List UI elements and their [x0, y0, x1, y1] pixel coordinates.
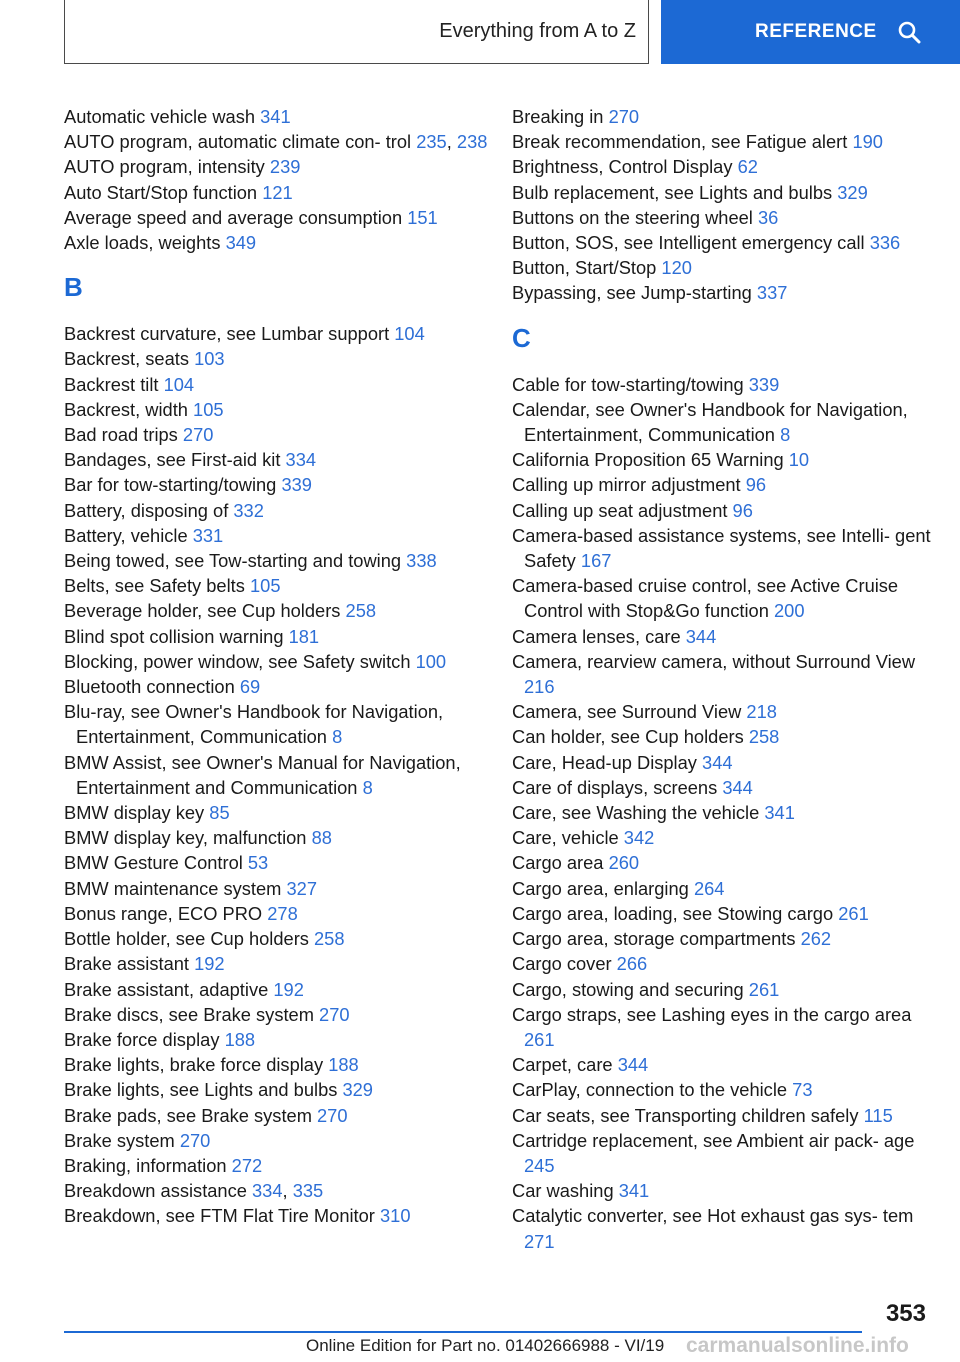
index-entry-text: AUTO program, intensity [64, 156, 265, 178]
index-entry [512, 205, 932, 230]
index-entry [512, 573, 932, 623]
index-entry-text: Cartridge replacement, see Ambient air pack- age [512, 1129, 915, 1151]
page-reference-link[interactable]: 278 [267, 902, 298, 924]
page-reference-link[interactable]: 270 [319, 1003, 350, 1025]
page-reference-link[interactable]: 329 [837, 181, 868, 203]
page-reference-link[interactable]: 336 [869, 232, 901, 254]
index-entry-text: Beverage holder, see Cup holders [64, 600, 341, 622]
page-reference-link[interactable]: 167 [580, 550, 612, 572]
index-entry-text: Bottle holder, see Cup holders [64, 928, 309, 950]
page-reference-link[interactable]: 310 [379, 1205, 411, 1227]
index-entry-text: BMW maintenance system [64, 877, 282, 899]
index-entry [64, 649, 494, 674]
page-reference-link[interactable]: 104 [394, 323, 425, 345]
index-entry-text: Brake force display [64, 1028, 220, 1050]
index-entry-text: Breakdown, see FTM Flat Tire Monitor [64, 1205, 375, 1227]
index-entry-text: Breakdown assistance [64, 1180, 247, 1202]
index-entry-text: CarPlay, connection to the vehicle [512, 1079, 788, 1101]
index-entry [64, 951, 494, 976]
page-reference-link[interactable]: 339 [281, 474, 312, 496]
page-reference-link[interactable]: 334 [285, 449, 317, 471]
index-entry-text: California Proposition 65 Warning [512, 449, 784, 471]
page-reference-link[interactable]: 260 [608, 852, 640, 874]
index-entry-text: Can holder, see Cup holders [512, 726, 744, 748]
page-reference-link[interactable]: 103 [194, 348, 225, 370]
page-reference-link[interactable]: 181 [288, 625, 320, 647]
index-entry-text: Brightness, Control Display [512, 156, 733, 178]
index-entry [512, 951, 932, 976]
page-reference-link[interactable]: 261 [524, 1028, 555, 1050]
index-entry-text: Braking, information [64, 1154, 227, 1176]
index-entry [512, 523, 932, 573]
index-entry-text: Button, SOS, see Intelligent emergency call [512, 232, 865, 254]
index-entry-text: Carpet, care [512, 1054, 613, 1076]
page-reference-link[interactable]: 261 [748, 978, 780, 1000]
index-letter-heading: C [512, 322, 531, 353]
index-entry [64, 1052, 494, 1077]
index-entry [512, 1128, 932, 1178]
page-reference-link[interactable]: 151 [407, 206, 438, 228]
index-entry [512, 129, 932, 154]
index-entry [512, 1178, 932, 1203]
index-entry [64, 1077, 494, 1102]
index-entry-text: Cargo, stowing and securing [512, 978, 744, 1000]
index-entry [64, 1203, 494, 1228]
index-entry-text: Auto Start/Stop function [64, 181, 258, 203]
index-entry [512, 1103, 932, 1128]
page-reference-link[interactable]: 264 [693, 877, 725, 899]
index-entry-text: Belts, see Safety belts [64, 575, 245, 597]
index-entry [64, 321, 494, 346]
index-entry: AUTO program, automatic climate con- trol 235, 238 [64, 131, 488, 153]
index-entry-text: Camera lenses, care [512, 625, 681, 647]
page-reference-link[interactable]: 100 [415, 650, 447, 672]
index-entry-text: Camera, see Surround View [512, 701, 742, 723]
page-reference-link[interactable]: 96 [745, 474, 767, 496]
page-reference-link[interactable]: 332 [233, 499, 264, 521]
index-entry-text: Backrest curvature, see Lumbar support [64, 323, 390, 345]
index-entry [512, 624, 932, 649]
page-reference-link[interactable]: 341 [764, 802, 795, 824]
index-entry [512, 1052, 932, 1077]
index-entry-text: Average speed and average consumption [64, 206, 403, 228]
page-reference-link[interactable]: 344 [685, 625, 717, 647]
page-reference-link[interactable]: 329 [342, 1079, 373, 1101]
page-reference-link[interactable]: 342 [623, 827, 655, 849]
page-reference-link[interactable]: 188 [328, 1054, 359, 1076]
index-entry [64, 498, 494, 523]
index-entry-text: Bulb replacement, see Lights and bulbs [512, 181, 833, 203]
index-entry [64, 1153, 494, 1178]
index-entry-text: Brake assistant [64, 953, 189, 975]
index-entry [512, 1002, 932, 1052]
index-entry [512, 825, 932, 850]
page-reference-link[interactable]: 270 [317, 1104, 348, 1126]
index-entry [64, 346, 494, 371]
page-reference-link[interactable]: 216 [524, 676, 555, 698]
section-title: Everything from A to Z [439, 20, 636, 42]
index-entry [512, 1077, 932, 1102]
index-entry-text: Cargo area, enlarging [512, 877, 689, 899]
index-entry [64, 850, 494, 875]
index-entry [64, 800, 494, 825]
index-entry-text: Care, vehicle [512, 827, 619, 849]
watermark: carmanualsonline.info [686, 1334, 909, 1357]
index-entry-text: Calling up mirror adjustment [512, 474, 741, 496]
index-entry-text: BMW Assist, see Owner's Manual for Navigation, Entertainment and Communication [64, 751, 461, 798]
page-reference-link[interactable]: 349 [225, 232, 257, 254]
page-reference-link[interactable]: 341 [618, 1180, 650, 1202]
index-entry-text: Catalytic converter, see Hot exhaust gas sys- tem [512, 1205, 914, 1227]
index-entry [64, 624, 494, 649]
index-entry-text: Breaking in [512, 106, 604, 127]
page-reference-link[interactable]: 218 [746, 701, 777, 723]
index-entry [512, 104, 932, 129]
index-entry-text: Brake discs, see Brake system [64, 1003, 314, 1025]
index-entry-text: Camera-based assistance systems, see Intelli- gent Safety [512, 524, 931, 572]
page-reference-link[interactable]: 262 [800, 928, 832, 950]
page-reference-link[interactable]: 8 [362, 776, 373, 798]
page-reference-link[interactable]: 85 [209, 802, 230, 824]
page-reference-link[interactable]: 121 [262, 181, 293, 203]
page-reference-link[interactable]: 266 [616, 953, 648, 975]
index-entry [64, 397, 494, 422]
index-entry [64, 422, 494, 447]
index-entry-text: Car washing [512, 1180, 614, 1202]
index-entry [64, 447, 494, 472]
page-reference-link[interactable]: 272 [231, 1154, 263, 1176]
index-entry-text: Car seats, see Transporting children safely [512, 1104, 859, 1126]
page-reference-link[interactable]: 192 [273, 978, 304, 1000]
page-reference-link[interactable]: 115 [863, 1104, 893, 1126]
index-entry-text: Battery, vehicle [64, 524, 188, 546]
index-entry-text: Camera, rearview camera, without Surround View [512, 650, 916, 672]
page-reference-link[interactable]: 96 [732, 499, 753, 521]
index-entry: Breakdown assistance 334, 335 [64, 1180, 324, 1202]
index-entry [64, 1103, 494, 1128]
page-reference-link[interactable]: 235 [416, 131, 447, 153]
page-reference-link[interactable]: 73 [792, 1079, 813, 1101]
index-entry-text: Brake pads, see Brake system [64, 1104, 312, 1126]
page-reference-link[interactable]: 104 [163, 373, 195, 395]
footer-divider [64, 1331, 862, 1333]
page-reference-link[interactable]: 238 [456, 131, 488, 153]
index-column-left [64, 104, 494, 1229]
index-entry [512, 255, 932, 280]
header-section-title-box [64, 0, 649, 64]
index-entry-text: Care, Head-up Display [512, 751, 697, 773]
page-reference-link[interactable]: 192 [194, 953, 225, 975]
index-entry [64, 926, 494, 951]
index-entry [64, 598, 494, 623]
index-entry [64, 573, 494, 598]
index-entry-text: Calling up seat adjustment [512, 499, 728, 521]
index-entry [64, 1128, 494, 1153]
index-entry [64, 548, 494, 573]
page-reference-link[interactable]: 341 [260, 106, 291, 127]
index-entry [512, 230, 932, 255]
index-entry [64, 825, 494, 850]
index-entry-text: Battery, disposing of [64, 499, 229, 521]
page-reference-link[interactable]: 10 [788, 449, 810, 471]
index-entry [512, 372, 932, 397]
index-entry-text: BMW Gesture Control [64, 852, 243, 874]
page-reference-link[interactable]: 200 [774, 600, 805, 622]
index-entry-text: Bluetooth connection [64, 676, 235, 698]
index-entry [64, 876, 494, 901]
index-entry [512, 926, 932, 951]
index-entry [512, 775, 932, 800]
page-reference-link[interactable]: 8 [780, 424, 791, 446]
index-entry-text: Bandages, see First-aid kit [64, 449, 281, 471]
index-entry-text: Buttons on the steering wheel [512, 206, 753, 228]
index-entry [64, 523, 494, 548]
page-reference-link[interactable]: 338 [406, 550, 437, 572]
index-entry [64, 104, 494, 129]
page-reference-link[interactable]: 261 [838, 902, 869, 924]
index-entry [64, 472, 494, 497]
index-entry-text: Backrest, width [64, 398, 188, 420]
page-reference-link[interactable]: 270 [608, 106, 640, 127]
index-entry [512, 876, 932, 901]
index-entry [512, 280, 932, 305]
index-entry [512, 699, 932, 724]
index-entry-text: Bonus range, ECO PRO [64, 902, 263, 924]
page-reference-link[interactable]: 105 [249, 575, 281, 597]
page-reference-link[interactable]: 344 [702, 751, 733, 773]
index-entry-text: Cable for tow-starting/towing [512, 373, 744, 395]
page-reference-link[interactable]: 344 [722, 776, 753, 798]
index-entry-text: Cargo cover [512, 953, 612, 975]
index-entry [512, 724, 932, 749]
index-entry-text: Bad road trips [64, 424, 178, 446]
index-entry-text: Care of displays, screens [512, 776, 718, 798]
index-entry-text: Camera-based cruise control, see Active Cruise Control with Stop&Go function [512, 575, 899, 622]
page-reference-link[interactable]: 339 [748, 373, 780, 395]
index-letter-heading: B [64, 272, 83, 303]
chapter-tab[interactable] [661, 0, 960, 64]
index-entry [64, 699, 494, 749]
index-entry [512, 498, 932, 523]
index-entry-text: Cargo straps, see Lashing eyes in the cargo area [512, 1003, 912, 1025]
page-reference-link[interactable]: 258 [748, 726, 780, 748]
page-reference-link[interactable]: 88 [311, 827, 332, 849]
page-reference-link[interactable]: 335 [292, 1180, 324, 1202]
index-entry [64, 180, 494, 205]
index-entry-text: Care, see Washing the vehicle [512, 802, 760, 824]
index-entry-text: Brake lights, see Lights and bulbs [64, 1079, 338, 1101]
index-column-right [512, 104, 932, 1254]
index-entry-text: Cargo area [512, 852, 604, 874]
page-reference-link[interactable]: 188 [224, 1028, 256, 1050]
index-entry [512, 397, 932, 447]
page-reference-link[interactable]: 8 [332, 726, 343, 748]
index-entry [64, 977, 494, 1002]
index-entry [64, 154, 494, 179]
index-entry [64, 372, 494, 397]
index-entry-text: Axle loads, weights [64, 232, 221, 254]
index-entry [512, 977, 932, 1002]
page-reference-link[interactable]: 334 [252, 1180, 283, 1202]
index-entry [512, 180, 932, 205]
page-reference-link[interactable]: 36 [757, 206, 779, 228]
index-entry-text: Brake assistant, adaptive [64, 978, 269, 1000]
index-entry [512, 750, 932, 775]
index-entry [512, 649, 932, 699]
page-number: 353 [885, 1300, 926, 1327]
index-entry-text: Blind spot collision warning [64, 625, 284, 647]
index-entry [64, 1027, 494, 1052]
edition-note: Online Edition for Part no. 01402666988 - VI/19 [306, 1336, 665, 1355]
index-entry-text: Button, Start/Stop [512, 257, 657, 279]
page-reference-link[interactable]: 344 [617, 1054, 649, 1076]
index-entry-text: Cargo area, loading, see Stowing cargo [512, 902, 834, 924]
chapter-label: REFERENCE [755, 21, 877, 42]
page-reference-link[interactable]: 105 [193, 398, 224, 420]
page-reference-link[interactable]: 190 [852, 131, 883, 153]
page-reference-link[interactable]: 327 [286, 877, 318, 899]
index-entry-text: Blocking, power window, see Safety switch [64, 650, 411, 672]
index-entry [64, 1002, 494, 1027]
search-icon[interactable] [897, 20, 921, 44]
index-entry [512, 447, 932, 472]
index-entry [512, 901, 932, 926]
page-reference-link[interactable]: 239 [269, 156, 301, 178]
page-reference-link[interactable]: 62 [737, 156, 758, 178]
page-reference-link[interactable]: 258 [345, 600, 377, 622]
index-entry-text: Backrest tilt [64, 373, 159, 395]
index-entry [64, 674, 494, 699]
index-entry [512, 472, 932, 497]
index-entry [64, 230, 494, 255]
index-entry [64, 205, 494, 230]
index-entry-text: Bypassing, see Jump-starting [512, 282, 752, 304]
index-entry [512, 154, 932, 179]
page-reference-link[interactable]: 245 [524, 1154, 555, 1176]
page-reference-link[interactable]: 331 [192, 524, 224, 546]
index-entry-text: AUTO program, automatic climate con- trol [64, 131, 412, 153]
index-entry-text: Backrest, seats [64, 348, 189, 370]
index-entry-text: Blu-ray, see Owner's Handbook for Navigation, Entertainment, Communication [64, 701, 444, 748]
page-reference-link[interactable]: 120 [661, 257, 692, 279]
index-entry [512, 1203, 932, 1253]
index-entry-text: Break recommendation, see Fatigue alert [512, 131, 848, 153]
index-entry-text: Calendar, see Owner's Handbook for Navigation, Entertainment, Communication [512, 398, 908, 446]
index-entry-text: Brake lights, brake force display [64, 1054, 324, 1076]
page-reference-link[interactable]: 270 [179, 1129, 211, 1151]
index-entry-text: Cargo area, storage compartments [512, 928, 796, 950]
page-reference-link[interactable]: 258 [314, 928, 345, 950]
page-reference-link[interactable]: 337 [756, 282, 788, 304]
index-entry-text: Automatic vehicle wash [64, 106, 256, 127]
index-entry [64, 750, 494, 800]
page-reference-link[interactable]: 270 [182, 424, 214, 446]
page-reference-link[interactable]: 69 [239, 676, 261, 698]
index-entry [64, 901, 494, 926]
index-entry-text: Bar for tow-starting/towing [64, 474, 277, 496]
index-entry-text: Being towed, see Tow-starting and towing [64, 550, 402, 572]
index-entry-text: BMW display key, malfunction [64, 827, 307, 849]
index-entry-text: BMW display key [64, 802, 205, 824]
index-entry [512, 800, 932, 825]
index-entry [512, 850, 932, 875]
page-reference-link[interactable]: 53 [247, 852, 269, 874]
index-entry-text: Brake system [64, 1129, 175, 1151]
page-reference-link[interactable]: 271 [524, 1230, 555, 1252]
